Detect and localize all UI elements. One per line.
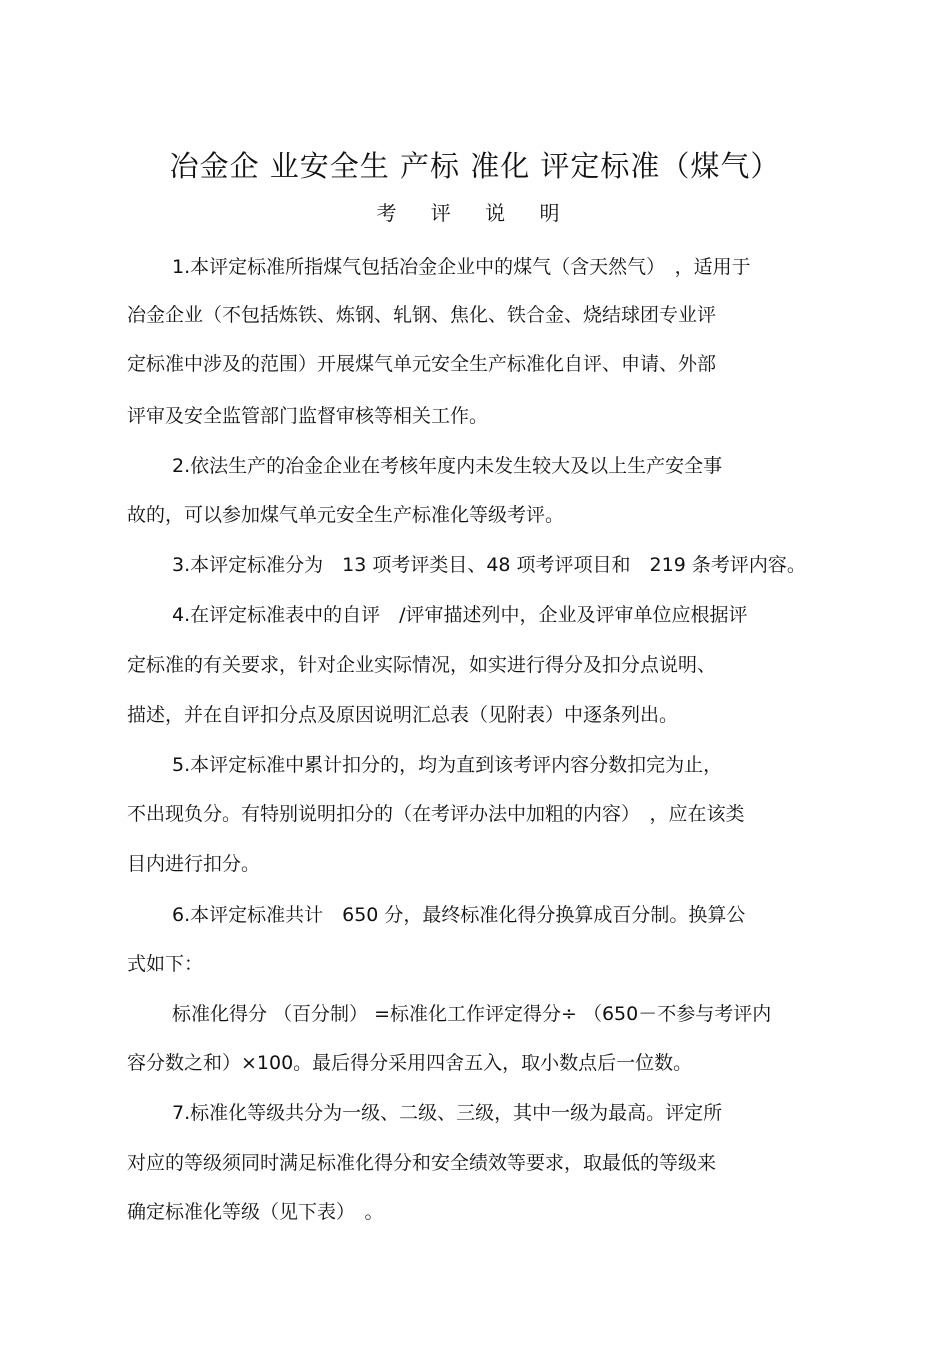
paragraph-1-line-4: 评审及安全监管部门监督审核等相关工作。 [127, 405, 489, 427]
section-heading: 考 评 说 明 [376, 201, 574, 225]
paragraph-7-line-1: 7.标准化等级共分为一级、二级、三级，其中一级为最高。评定所 [172, 1102, 723, 1124]
paragraph-4-line-1: 4.在评定标准表中的自评 /评审描述列中，企业及评审单位应根据评 [172, 604, 748, 626]
paragraph-3-line-1: 3.本评定标准分为 13 项考评类目、48 项考评项目和 219 条考评内容。 [172, 554, 806, 576]
formula-line-1: 标准化得分 （百分制） =标准化工作评定得分÷ （650－不参与考评内 [172, 1003, 772, 1025]
paragraph-5-line-1: 5.本评定标准中累计扣分的，均为直到该考评内容分数扣完为止， [172, 754, 723, 776]
paragraph-1-line-3: 定标准中涉及的范围）开展煤气单元安全生产标准化自评、申请、外部 [127, 353, 717, 375]
paragraph-7-line-3: 确定标准化等级（见下表） 。 [127, 1201, 384, 1223]
paragraph-5-line-2: 不出现负分。有特别说明扣分的（在考评办法中加粗的内容） ，应在该类 [127, 803, 745, 825]
paragraph-7-line-2: 对应的等级须同时满足标准化得分和安全绩效等要求，取最低的等级来 [127, 1152, 717, 1174]
paragraph-1-line-1: 1.本评定标准所指煤气包括冶金企业中的煤气（含天然气） ，适用于 [172, 256, 751, 278]
paragraph-2-line-1: 2.依法生产的冶金企业在考核年度内未发生较大及以上生产安全事 [172, 455, 723, 477]
paragraph-1-line-2: 冶金企业（不包括炼铁、炼钢、轧钢、焦化、铁合金、烧结球团专业评 [127, 304, 717, 326]
paragraph-5-line-3: 目内进行扣分。 [127, 853, 261, 875]
paragraph-4-line-3: 描述，并在自评扣分点及原因说明汇总表（见附表）中逐条列出。 [127, 704, 679, 726]
paragraph-4-line-2: 定标准的有关要求，针对企业实际情况，如实进行得分及扣分点说明、 [127, 654, 717, 676]
paragraph-2-line-2: 故的，可以参加煤气单元安全生产标准化等级考评。 [127, 504, 565, 526]
paragraph-6-line-2: 式如下： [127, 953, 204, 975]
paragraph-6-line-1: 6.本评定标准共计 650 分，最终标准化得分换算成百分制。换算公 [172, 904, 746, 926]
document-title: 冶金企 业安全生 产标 准化 评定标准（煤气） [169, 149, 781, 183]
formula-line-2: 容分数之和）×100。最后得分采用四舍五入，取小数点后一位数。 [127, 1052, 693, 1074]
